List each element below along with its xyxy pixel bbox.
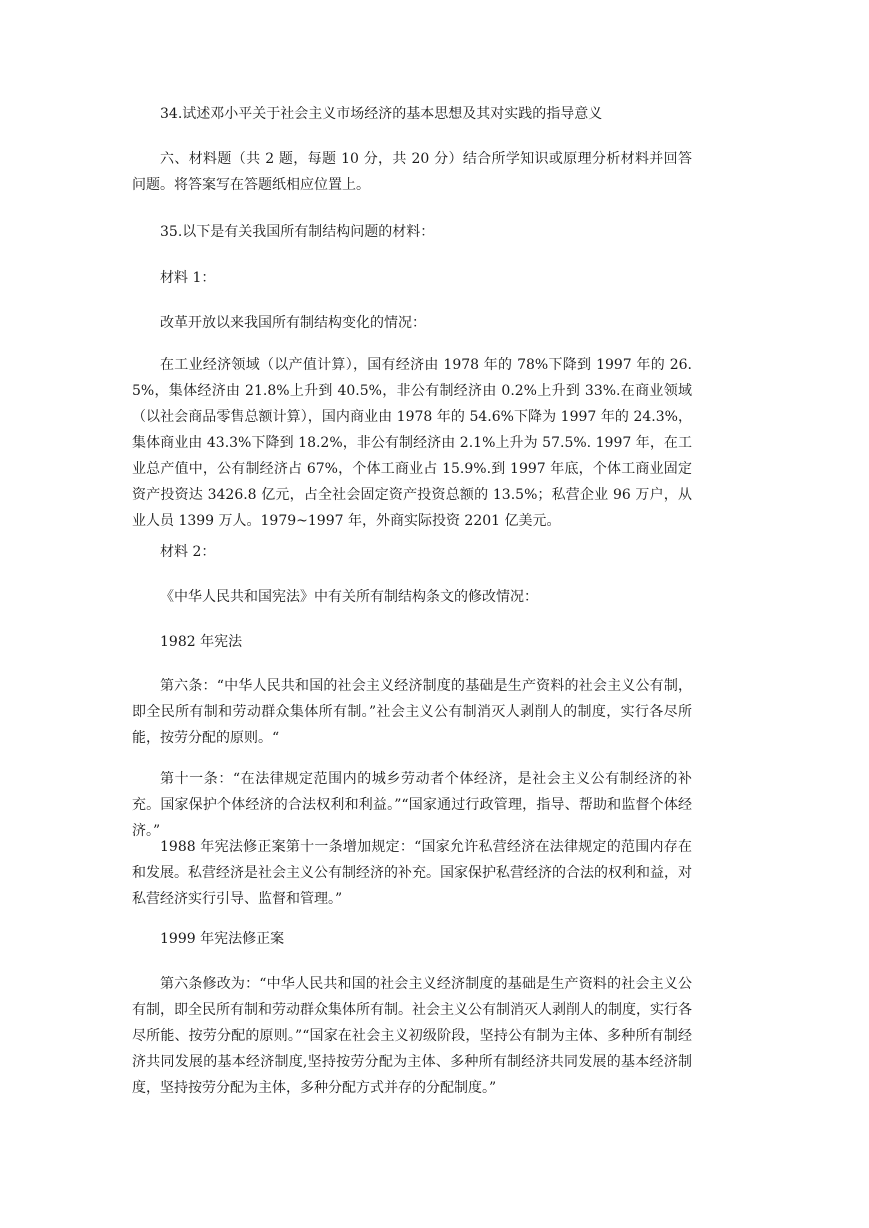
document-page [132,0,710,1228]
amendment-1999-heading: 1999 年宪法修正案 [160,931,285,947]
amendment-1988-text: 1988 年宪法修正案第十一条增加规定：“国家允许私营经济在法律规定的范围内存在和发展。私营经济是社会主义公有制经济的补充。国家保护私营经济的合法的权利和益，对私营经济实行引导、监督和管理。” [132,839,692,907]
section-6-heading: 六、材料题（共 2 题，每题 10 分，共 20 分）结合所学知识或原理分析材料并回答问题。将答案写在答题纸相应位置上。 [132,151,692,193]
material-2-heading: 材料 2： [160,544,216,560]
constitution-1982-heading: 1982 年宪法 [160,634,243,650]
article-11-text: 第十一条：“在法律规定范围内的城乡劳动者个体经济，是社会主义公有制经济的补充。国家保护个体经济的合法权利和利益。”“国家通过行政管理，指导、帮助和监督个体经济。” [132,771,692,839]
material-2-subtitle: 《中华人民共和国宪法》中有关所有制结构条文的修改情况： [160,589,538,605]
question-35: 35.以下是有关我国所有制结构问题的材料： [160,224,435,240]
material-1-heading: 材料 1： [160,270,216,286]
material-1-body: 在工业经济领域（以产值计算），国有经济由 1978 年的 78%下降到 1997 年的 26.5%，集体经济由 21.8%上升到 40.5%，非公有制经济由 0.2%上升到 33%.在商业领域（以社会商品零售总额计算），国内商业由 1978 年的 54.6%下降为 1997 年的 24.3%，集体商业由 43.3%下降到 18.2%，非公有制经济由 2.1%上升为 57.5%. 1997 年，在工业总产值中，公有制经济占 67%，个体工商业占 15.9%.到 1997 年底，个体工商业固定资产投资达 3426.8 亿元，占全社会固定资产投资总额的 13.5%；私营企业 96 万户，从业人员 1399 万人。1979~1997 年，外商实际投资 2201 亿美元。 [132,357,692,529]
question-34: 34.试述邓小平关于社会主义市场经济的基本思想及其对实践的指导意义 [160,106,603,122]
article-6-text: 第六条：“中华人民共和国的社会主义经济制度的基础是生产资料的社会主义公有制，即全民所有制和劳动群众集体所有制。”社会主义公有制消灭人剥削人的制度，实行各尽所能，按劳分配的原则。“ [132,678,692,746]
material-1-subtitle: 改革开放以来我国所有制结构变化的情况： [160,315,426,331]
article-6-amended-text: 第六条修改为：“中华人民共和国的社会主义经济制度的基础是生产资料的社会主义公有制，即全民所有制和劳动群众集体所有制。社会主义公有制消灭人剥削人的制度，实行各尽所能、按劳分配的原则。”“国家在社会主义初级阶段，坚持公有制为主体、多种所有制经济共同发展的基本经济制度,坚持按劳分配为主体、多种所有制经济共同发展的基本经济制度，坚持按劳分配为主体，多种分配方式并存的分配制度。” [132,976,692,1096]
